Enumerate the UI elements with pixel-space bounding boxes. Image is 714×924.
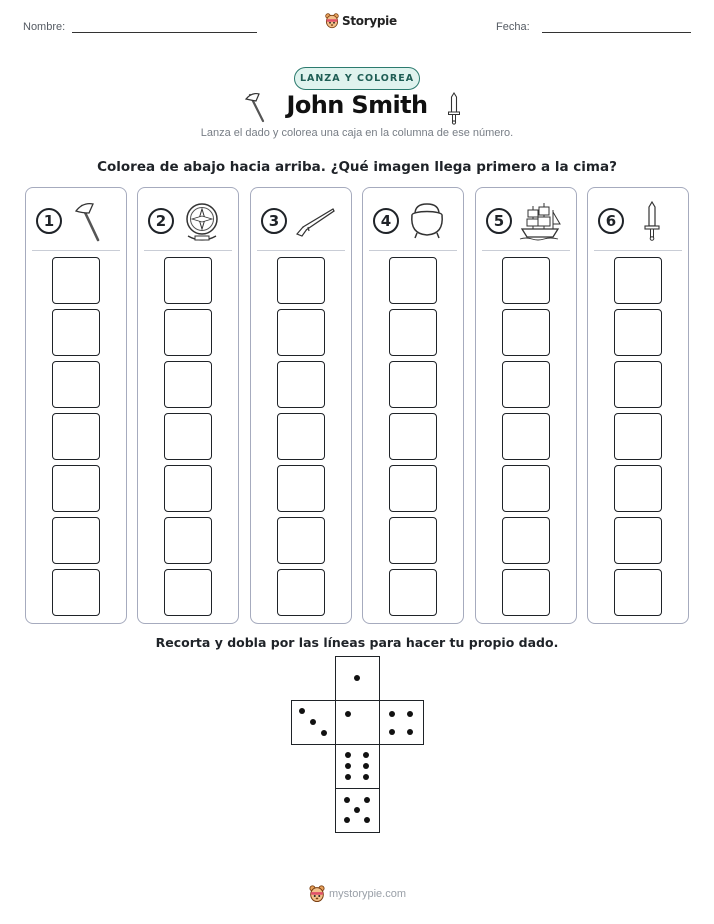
dice-face-4 <box>379 700 424 745</box>
color-box[interactable] <box>389 465 437 512</box>
color-box[interactable] <box>52 309 100 356</box>
color-box[interactable] <box>502 517 550 564</box>
color-box[interactable] <box>614 465 662 512</box>
pip <box>354 807 360 813</box>
dice-face-6 <box>335 744 380 789</box>
color-box[interactable] <box>277 309 325 356</box>
color-box[interactable] <box>614 517 662 564</box>
color-box[interactable] <box>277 569 325 616</box>
instruction-text: Colorea de abajo hacia arriba. ¿Qué imagen llega primero a la cima? <box>97 159 617 175</box>
storypie-mascot-icon <box>325 13 339 29</box>
color-box[interactable] <box>52 465 100 512</box>
column-number: 6 <box>598 208 624 234</box>
column-3 <box>250 187 352 624</box>
pip <box>363 763 369 769</box>
color-box[interactable] <box>164 517 212 564</box>
color-box[interactable] <box>389 361 437 408</box>
pip <box>389 729 395 735</box>
column-number: 2 <box>148 208 174 234</box>
color-box[interactable] <box>614 257 662 304</box>
color-box[interactable] <box>277 361 325 408</box>
column-divider <box>144 250 232 251</box>
color-box[interactable] <box>277 517 325 564</box>
page-title: John Smith <box>286 91 428 119</box>
sword-icon <box>446 91 462 125</box>
color-box[interactable] <box>164 413 212 460</box>
column-number: 5 <box>486 208 512 234</box>
color-box[interactable] <box>614 361 662 408</box>
pip <box>407 711 413 717</box>
color-box[interactable] <box>164 361 212 408</box>
color-box[interactable] <box>277 257 325 304</box>
pip <box>345 752 351 758</box>
color-box[interactable] <box>389 569 437 616</box>
color-box[interactable] <box>277 465 325 512</box>
date-line <box>542 32 691 33</box>
pip <box>344 797 350 803</box>
color-box[interactable] <box>502 465 550 512</box>
color-box[interactable] <box>502 361 550 408</box>
pip <box>321 730 327 736</box>
column-4 <box>362 187 464 624</box>
pip <box>345 711 351 717</box>
color-box[interactable] <box>389 257 437 304</box>
column-divider <box>257 250 345 251</box>
color-box[interactable] <box>502 413 550 460</box>
column-5 <box>475 187 577 624</box>
color-box[interactable] <box>52 413 100 460</box>
dice-instruction: Recorta y dobla por las líneas para hacer tu propio dado. <box>155 635 559 650</box>
column-divider <box>369 250 457 251</box>
subtitle: Lanza el dado y colorea una caja en la columna de ese número. <box>200 127 514 139</box>
footer-url[interactable]: mystorypie.com <box>329 888 407 900</box>
color-box[interactable] <box>277 413 325 460</box>
dice-face-5 <box>335 788 380 833</box>
pip <box>389 711 395 717</box>
color-box[interactable] <box>52 569 100 616</box>
musket-icon <box>293 200 337 242</box>
cauldron-icon <box>405 200 449 242</box>
color-box[interactable] <box>389 517 437 564</box>
column-divider <box>594 250 682 251</box>
dice-face-3 <box>291 700 336 745</box>
sword-icon <box>630 200 674 242</box>
dice-face-1 <box>335 700 380 745</box>
pip <box>299 708 305 714</box>
pip <box>344 817 350 823</box>
pip <box>364 817 370 823</box>
color-box[interactable] <box>502 309 550 356</box>
brand-name: Storypie <box>342 14 397 28</box>
footer <box>309 885 406 903</box>
axe-icon <box>68 200 112 242</box>
pip <box>345 774 351 780</box>
date-label: Fecha: <box>496 21 530 33</box>
color-box[interactable] <box>502 569 550 616</box>
color-box[interactable] <box>164 569 212 616</box>
column-divider <box>482 250 570 251</box>
pip <box>363 774 369 780</box>
pip <box>364 797 370 803</box>
brand-logo <box>325 13 397 29</box>
color-box[interactable] <box>164 309 212 356</box>
pip <box>363 752 369 758</box>
activity-badge: LANZA Y COLOREA <box>294 67 420 90</box>
column-number: 4 <box>373 208 399 234</box>
color-box[interactable] <box>389 413 437 460</box>
color-box[interactable] <box>164 465 212 512</box>
column-number: 1 <box>36 208 62 234</box>
color-box[interactable] <box>614 309 662 356</box>
storypie-mascot-icon <box>309 885 325 903</box>
color-box[interactable] <box>614 569 662 616</box>
color-box[interactable] <box>52 517 100 564</box>
color-box[interactable] <box>164 257 212 304</box>
name-label: Nombre: <box>23 21 66 33</box>
column-divider <box>32 250 120 251</box>
color-box[interactable] <box>52 361 100 408</box>
color-box[interactable] <box>389 309 437 356</box>
ship-icon <box>518 200 562 242</box>
pip <box>310 719 316 725</box>
dice-face-1 <box>335 656 380 701</box>
column-number: 3 <box>261 208 287 234</box>
column-1 <box>25 187 127 624</box>
compass-icon <box>180 200 224 242</box>
pip <box>407 729 413 735</box>
column-2 <box>137 187 239 624</box>
column-6 <box>587 187 689 624</box>
color-box[interactable] <box>502 257 550 304</box>
color-box[interactable] <box>614 413 662 460</box>
pip <box>354 675 360 681</box>
color-box[interactable] <box>52 257 100 304</box>
pip <box>345 763 351 769</box>
name-line <box>72 32 257 33</box>
